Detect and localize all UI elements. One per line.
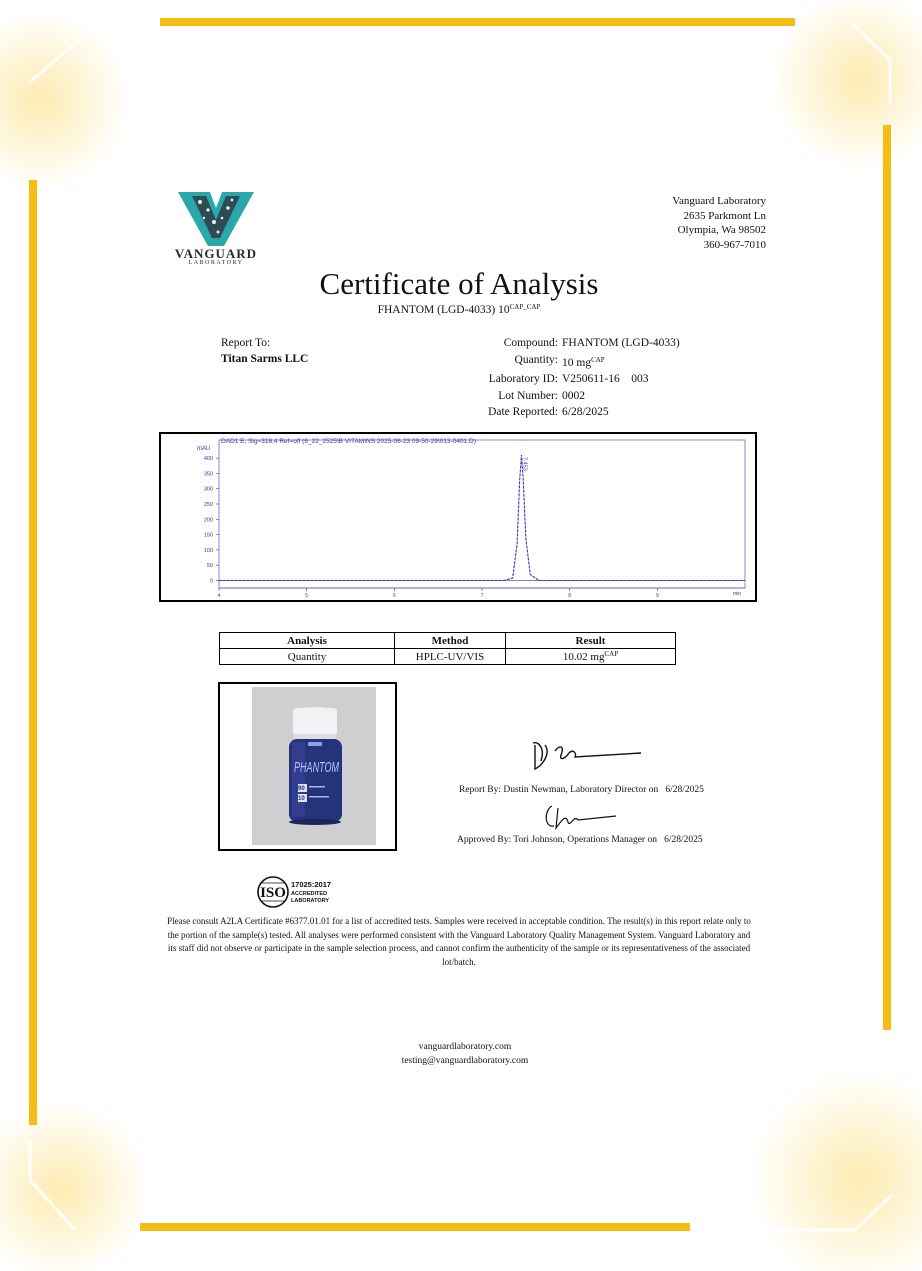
report-by-text: Report By: Dustin Newman, Laboratory Director on [459, 785, 659, 795]
results-header-row [220, 633, 676, 649]
lab-city: Olympia, Wa 98502 [677, 224, 766, 236]
table-row [220, 649, 676, 665]
detail-label: Compound: [503, 337, 558, 349]
bottle-strength-text: 10 [298, 796, 305, 802]
header-analysis: Analysis [220, 633, 395, 649]
logo-wordmark: VANGUARD [174, 246, 258, 261]
cell-result [506, 649, 676, 665]
detail-value: 0002 [562, 389, 585, 402]
header-method: Method [395, 633, 506, 649]
footer [0, 1041, 922, 1068]
chart-series-line [219, 455, 745, 580]
detail-value: FHANTOM (LGD-4033) [562, 337, 680, 349]
detail-row-lot [430, 388, 680, 405]
product-bottle-photo [220, 684, 395, 849]
approved-by-text: Approved By: Tori Johnson, Operations Manager on [457, 835, 657, 845]
chart-y-tick-label: 300 [203, 486, 213, 493]
iso-mark-text: ISO [260, 885, 286, 901]
detail-label: Date Reported: [488, 406, 558, 419]
chromatogram-chart [161, 434, 755, 600]
detail-row-lab-id [430, 371, 680, 388]
footer-email[interactable]: testing@vanguardlaboratory.com [401, 1055, 529, 1066]
quantity-unit-sup: CAP [591, 355, 605, 364]
lab-phone: 360-967-7010 [703, 238, 766, 251]
chart-x-tick-label: 5 [305, 593, 309, 599]
page-title: Certificate of Analysis [319, 266, 599, 301]
chart-y-tick-label: 0 [209, 578, 213, 585]
chart-y-tick-label: 350 [203, 471, 213, 478]
detail-row-date [430, 404, 680, 421]
chart-x-tick-label: 9 [655, 593, 659, 599]
sample-details [430, 335, 680, 421]
lab-address [560, 194, 766, 252]
chart-x-tick-label: 7 [480, 593, 484, 599]
iso-standard-text: 17025:2017 [291, 880, 332, 889]
detail-value [562, 352, 605, 372]
result-unit-sup: CAP [604, 650, 619, 658]
product-photo-frame [218, 682, 397, 851]
chart-x-tick-label: 4 [217, 593, 221, 599]
lab-street: 2635 Parkmont Ln [683, 209, 766, 222]
detail-row-compound [430, 335, 680, 352]
bottle-brand-text: PHANTOM [294, 759, 340, 776]
result-value: 10.02 mg [562, 651, 605, 663]
report-by-date: 6/28/2025 [665, 785, 704, 795]
iso-line1-text: ACCREDITED [291, 891, 328, 897]
detail-label: Lot Number: [498, 389, 558, 402]
report-to-label: Report To: [221, 337, 271, 349]
detail-value: V250611-16 003 [562, 373, 649, 386]
approved-by-date: 6/28/2025 [664, 835, 703, 845]
disclaimer-text: Please consult A2LA Certificate #6377.01.01 for a list of accredited tests. Samples were received in acceptable condition. The result(s) in this report relate only to the portion of the sample(s) tested. All analyses were performed consistent with the Vanguard Laboratory Quality Management System. Vanguard Laboratory and its staff did not observe or participate in the sample selection process, and cannot confirm the authenticity of the sample or its representativeness of the associated lot/batch. [167, 916, 751, 967]
page-subtitle [0, 303, 918, 316]
report-by [459, 785, 759, 795]
results-table [219, 632, 676, 665]
chart-y-tick-label: 100 [203, 547, 213, 554]
chart-y-tick-label: 50 [206, 563, 213, 570]
chart-plot-border [219, 440, 745, 588]
manager-signature-icon [540, 800, 620, 832]
detail-value: 6/28/2025 [562, 406, 609, 419]
cell-method: HPLC-UV/VIS [395, 649, 506, 665]
report-to-company: Titan Sarms LLC [221, 353, 309, 365]
iso-accreditation-icon [255, 875, 345, 909]
subtitle-cap-1: CAP_ [509, 303, 527, 311]
lab-name: Vanguard Laboratory [672, 195, 766, 207]
header-result: Result [506, 633, 676, 649]
approved-by [457, 835, 757, 845]
chart-y-tick-label: 400 [203, 456, 213, 463]
subtitle-cap-2: CAP [526, 303, 541, 311]
detail-label: Laboratory ID: [488, 373, 558, 386]
chart-title: DAD1 E, Sig=318,4 Ref=off (6_22_2525\B VITAMINS 2025-06-23 09-50-29\013-0401.D) [221, 438, 476, 445]
detail-label: Quantity: [514, 353, 558, 366]
chart-x-label: min [733, 591, 742, 597]
report-to [221, 335, 308, 367]
chart-x-tick-label: 8 [568, 593, 572, 599]
chart-peak-label: 7.453 [521, 457, 528, 471]
bottle-count-text: 90 [298, 786, 305, 792]
cell-analysis: Quantity [220, 649, 395, 665]
logo-subtitle: LABORATORY [188, 260, 244, 266]
chart-x-tick-label: 6 [392, 593, 396, 599]
footer-website[interactable]: vanguardlaboratory.com [418, 1042, 512, 1052]
director-signature-icon [525, 735, 645, 775]
iso-line2-text: LABORATORY [291, 898, 330, 904]
detail-row-quantity [430, 352, 680, 372]
chart-y-label: mAU [197, 446, 211, 452]
chart-y-tick-label: 200 [203, 517, 213, 524]
chromatogram-frame [159, 432, 757, 602]
chart-y-tick-label: 250 [203, 502, 213, 508]
quantity-value: 10 mg [562, 356, 592, 369]
subtitle-main: FHANTOM (LGD-4033) 10 [377, 304, 510, 316]
chart-y-tick-label: 150 [203, 532, 213, 539]
